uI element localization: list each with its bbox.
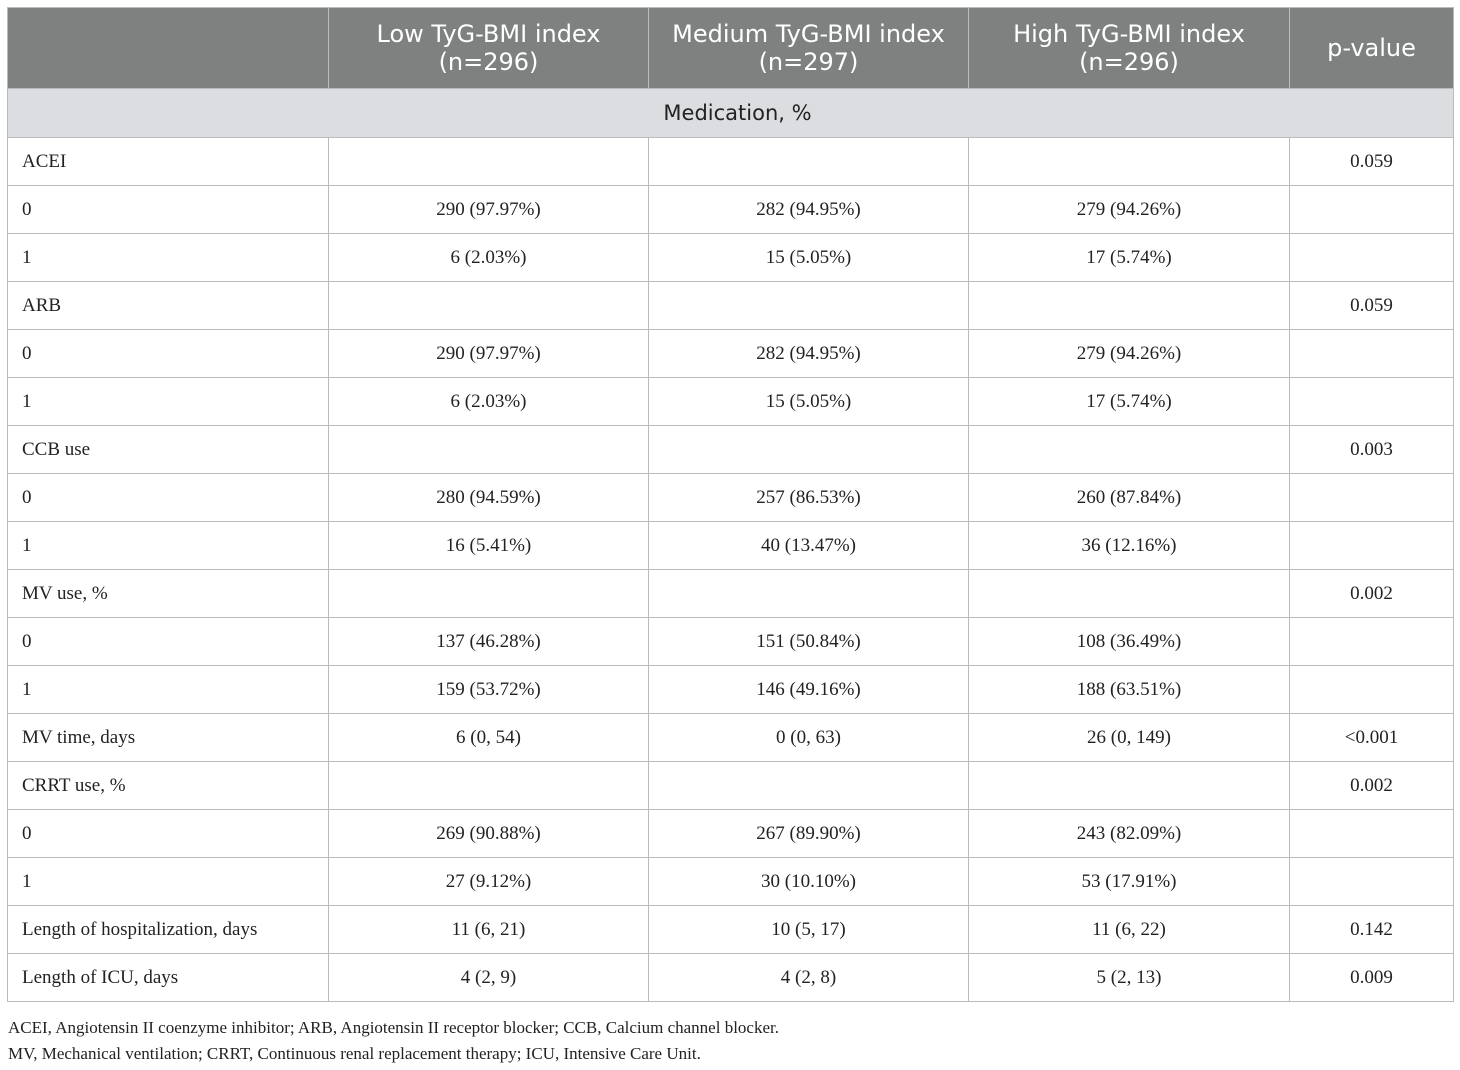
table-cell-medium <box>649 762 969 810</box>
header-cell-p-value: p-value <box>1290 8 1454 89</box>
table-cell-label: 0 <box>8 618 329 666</box>
footnotes <box>8 1015 779 1067</box>
table-cell-high: 243 (82.09%) <box>969 810 1290 858</box>
table-cell-p-value <box>1290 666 1454 714</box>
table-cell-label: 1 <box>8 234 329 282</box>
table-row <box>8 762 1454 810</box>
table-cell-p-value <box>1290 234 1454 282</box>
table-cell-label: 0 <box>8 330 329 378</box>
section-title: Medication, % <box>8 89 1454 138</box>
table-cell-medium: 40 (13.47%) <box>649 522 969 570</box>
table-cell-p-value: 0.002 <box>1290 762 1454 810</box>
table-row <box>8 522 1454 570</box>
table-cell-p-value: 0.009 <box>1290 954 1454 1002</box>
header-cell-variable <box>8 8 329 89</box>
table-cell-high: 279 (94.26%) <box>969 330 1290 378</box>
table-cell-high <box>969 426 1290 474</box>
table-row <box>8 714 1454 762</box>
table-cell-high: 108 (36.49%) <box>969 618 1290 666</box>
table-cell-medium: 257 (86.53%) <box>649 474 969 522</box>
table-cell-high <box>969 762 1290 810</box>
table-cell-label: ARB <box>8 282 329 330</box>
table-row <box>8 138 1454 186</box>
table-cell-high: 188 (63.51%) <box>969 666 1290 714</box>
table-cell-low: 290 (97.97%) <box>329 330 649 378</box>
table-cell-label: CRRT use, % <box>8 762 329 810</box>
table-cell-low <box>329 762 649 810</box>
table-cell-low: 6 (2.03%) <box>329 234 649 282</box>
table-cell-high <box>969 138 1290 186</box>
table-row <box>8 234 1454 282</box>
table-cell-high: 11 (6, 22) <box>969 906 1290 954</box>
table-cell-medium: 30 (10.10%) <box>649 858 969 906</box>
table-cell-high <box>969 570 1290 618</box>
table-cell-p-value: 0.142 <box>1290 906 1454 954</box>
table-cell-p-value: 0.059 <box>1290 282 1454 330</box>
table-cell-medium: 0 (0, 63) <box>649 714 969 762</box>
table-cell-medium <box>649 570 969 618</box>
table-cell-p-value: <0.001 <box>1290 714 1454 762</box>
table-cell-medium <box>649 282 969 330</box>
table-cell-medium: 146 (49.16%) <box>649 666 969 714</box>
table-cell-medium: 282 (94.95%) <box>649 186 969 234</box>
section-row <box>8 89 1454 138</box>
table-cell-label: Length of ICU, days <box>8 954 329 1002</box>
table-cell-label: Length of hospitalization, days <box>8 906 329 954</box>
table-row <box>8 858 1454 906</box>
table-cell-p-value: 0.002 <box>1290 570 1454 618</box>
table-cell-low: 16 (5.41%) <box>329 522 649 570</box>
table-row <box>8 378 1454 426</box>
table-row <box>8 666 1454 714</box>
table-cell-p-value <box>1290 474 1454 522</box>
table-cell-high: 17 (5.74%) <box>969 378 1290 426</box>
table-cell-medium <box>649 426 969 474</box>
table-cell-low: 290 (97.97%) <box>329 186 649 234</box>
table-cell-medium: 282 (94.95%) <box>649 330 969 378</box>
table-cell-high: 260 (87.84%) <box>969 474 1290 522</box>
table-cell-label: CCB use <box>8 426 329 474</box>
table-cell-low <box>329 138 649 186</box>
table-cell-medium: 15 (5.05%) <box>649 378 969 426</box>
table-row <box>8 330 1454 378</box>
table-cell-low: 280 (94.59%) <box>329 474 649 522</box>
table-cell-low: 159 (53.72%) <box>329 666 649 714</box>
data-table-container <box>7 7 1453 1002</box>
table-cell-high: 26 (0, 149) <box>969 714 1290 762</box>
table-cell-high: 53 (17.91%) <box>969 858 1290 906</box>
table-cell-p-value <box>1290 186 1454 234</box>
table-cell-high: 36 (12.16%) <box>969 522 1290 570</box>
table-cell-medium: 267 (89.90%) <box>649 810 969 858</box>
table-cell-p-value <box>1290 378 1454 426</box>
table-row <box>8 426 1454 474</box>
table-cell-low: 269 (90.88%) <box>329 810 649 858</box>
table-cell-label: 1 <box>8 522 329 570</box>
table-cell-low: 4 (2, 9) <box>329 954 649 1002</box>
table-cell-p-value <box>1290 330 1454 378</box>
table-cell-low: 137 (46.28%) <box>329 618 649 666</box>
medication-table <box>7 7 1454 1002</box>
table-cell-low: 6 (2.03%) <box>329 378 649 426</box>
table-row <box>8 618 1454 666</box>
table-row <box>8 282 1454 330</box>
table-cell-high <box>969 282 1290 330</box>
table-cell-p-value <box>1290 522 1454 570</box>
table-row <box>8 474 1454 522</box>
table-cell-label: 0 <box>8 186 329 234</box>
table-cell-label: 1 <box>8 378 329 426</box>
table-cell-label: 0 <box>8 474 329 522</box>
table-cell-label: MV time, days <box>8 714 329 762</box>
footnote-line: MV, Mechanical ventilation; CRRT, Continuous renal replacement therapy; ICU, Intensive Care Unit. <box>8 1044 701 1063</box>
header-row <box>8 8 1454 89</box>
header-cell-high: High TyG-BMI index (n=296) <box>969 8 1290 89</box>
table-cell-p-value <box>1290 810 1454 858</box>
table-cell-high: 279 (94.26%) <box>969 186 1290 234</box>
table-cell-low: 11 (6, 21) <box>329 906 649 954</box>
table-cell-medium: 151 (50.84%) <box>649 618 969 666</box>
table-row <box>8 810 1454 858</box>
header-cell-low: Low TyG-BMI index (n=296) <box>329 8 649 89</box>
table-cell-label: 1 <box>8 858 329 906</box>
table-body <box>8 89 1454 1002</box>
table-cell-medium: 15 (5.05%) <box>649 234 969 282</box>
header-cell-medium: Medium TyG-BMI index (n=297) <box>649 8 969 89</box>
table-cell-low: 27 (9.12%) <box>329 858 649 906</box>
table-cell-p-value: 0.003 <box>1290 426 1454 474</box>
table-header <box>8 8 1454 89</box>
table-cell-label: ACEI <box>8 138 329 186</box>
table-cell-label: 1 <box>8 666 329 714</box>
table-row <box>8 570 1454 618</box>
table-cell-medium: 10 (5, 17) <box>649 906 969 954</box>
table-row <box>8 186 1454 234</box>
table-cell-high: 17 (5.74%) <box>969 234 1290 282</box>
table-cell-high: 5 (2, 13) <box>969 954 1290 1002</box>
table-cell-p-value <box>1290 858 1454 906</box>
table-cell-low <box>329 426 649 474</box>
table-cell-low: 6 (0, 54) <box>329 714 649 762</box>
table-cell-p-value: 0.059 <box>1290 138 1454 186</box>
table-cell-low <box>329 282 649 330</box>
table-cell-medium <box>649 138 969 186</box>
table-row <box>8 954 1454 1002</box>
table-cell-low <box>329 570 649 618</box>
table-cell-medium: 4 (2, 8) <box>649 954 969 1002</box>
table-cell-label: 0 <box>8 810 329 858</box>
footnote-line: ACEI, Angiotensin II coenzyme inhibitor; ARB, Angiotensin II receptor blocker; CCB, Calcium channel blocker. <box>8 1018 779 1037</box>
table-row <box>8 906 1454 954</box>
table-cell-label: MV use, % <box>8 570 329 618</box>
table-cell-p-value <box>1290 618 1454 666</box>
